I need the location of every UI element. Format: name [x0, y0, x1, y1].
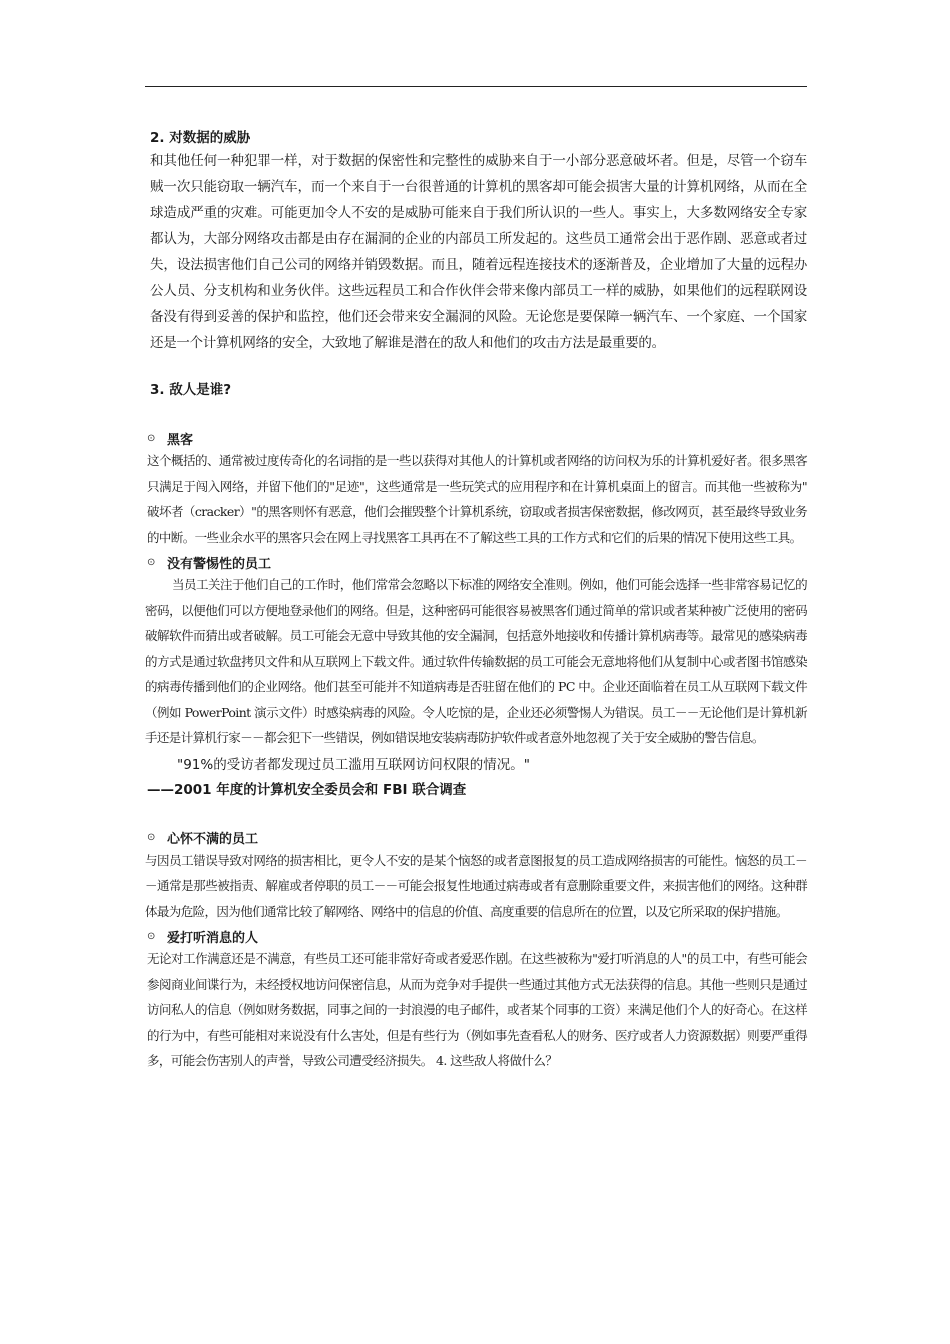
clock-bullet-icon: ⊙ — [147, 556, 156, 568]
paragraph-snoop: 无论对工作满意还是不满意，有些员工还可能非常好奇或者爱恶作剧。在这些被称为"爱打听消息的人"的员工中，有些可能会参阅商业间谍行为，未经授权地访问保密信息，从而为竞争对手提供一些通过其他方式无法获得的信息。其他一些则只是通过访问私人的信息（例如财务数据，同事之间的一封浪漫的电子邮件，或者某个同事的工资）来满足他们个人的好奇心。在这样的行为中，有些可能相对来说没有什么害处，但是有些行为（例如事先查看私人的财务、医疗或者人力资源数据）则要严重得多，可能会伤害别人的声誉，导致公司遭受经济损失。 4. 这些敌人将做什么？ — [147, 951, 807, 1068]
clock-bullet-icon: ⊙ — [147, 930, 156, 942]
bullet-title-careless: 没有警惕性的员工 — [167, 556, 272, 572]
bullet-careless-employees — [145, 552, 807, 572]
header-rule — [145, 86, 807, 87]
section-heading-who-is-enemy: 3. 敌人是谁? — [150, 382, 232, 398]
bullet-disgruntled-employees — [145, 828, 807, 848]
quote-source: ——2001 年度的计算机安全委员会和 FBI 联合调查 — [147, 781, 467, 798]
paragraph-disgruntled: 与因员工错误导致对网络的损害相比，更令人不安的是某个恼怒的或者意图报复的员工造成网络损害的可能性。恼怒的员工－－通常是那些被指责、解雇或者停职的员工－－可能会报复性地通过病毒或者有意删除重要文件，来损害他们的网络。这种群体最为危险，因为他们通常比较了解网络、网络中的信息的价值、高度重要的信息所在的位置，以及它所采取的保护措施。 — [145, 852, 807, 919]
clock-bullet-icon: ⊙ — [147, 432, 156, 444]
bullet-title-hacker: 黑客 — [167, 432, 194, 448]
bullet-hacker — [145, 428, 807, 448]
quote-text: "91%的受访者都发现过员工滥用互联网访问权限的情况。" — [177, 756, 530, 773]
bullet-snoops — [145, 926, 807, 946]
document-body — [145, 126, 807, 1074]
clock-bullet-icon: ⊙ — [147, 832, 156, 843]
section-heading-data-threats: 2. 对数据的威胁 — [150, 130, 251, 146]
bullet-title-snoop: 爱打听消息的人 — [167, 930, 259, 946]
paragraph-careless: 当员工关注于他们自己的工作时，他们常常会忽略以下标准的网络安全准则。例如，他们可能会选择一些非常容易记忆的密码，以便他们可以方便地登录他们的网络。但是，这种密码可能很容易被黑客们通过简单的常识或者某种被广泛使用的密码破解软件而猜出或者破解。员工可能会无意中导致其他的安全漏洞，包括意外地接收和传播计算机病毒等。最常见的感染病毒的方式是通过软盘拷贝文件和从互联网上下载文件。通过软件传输数据的员工可能会无意地将他们从复制中心或者图书馆感染的病毒传播到他们的企业网络。他们甚至可能并不知道病毒是否驻留在他们的 PC 中。企业还面临着在员工从互联网下载文件（例如 PowerPoint 演示文件）时感染病毒的风险。令人吃惊的是，企业还必须警惕人为错误。员工－－无论他们是计算机新手还是计算机行家－－都会犯下一些错误，例如错误地安装病毒防护软件或者意外地忽视了关于安全威胁的警告信息。 — [145, 577, 807, 745]
bullet-title-disgruntled: 心怀不满的员工 — [167, 832, 259, 847]
paragraph-data-threats: 和其他任何一种犯罪一样，对于数据的保密性和完整性的威胁来自于一小部分恶意破坏者。但是，尽管一个窃车贼一次只能窃取一辆汽车，而一个来自于一台很普通的计算机的黑客却可能会损害大量的计算机网络，从而在全球造成严重的灾难。可能更加令人不安的是威胁可能来自于我们所认识的一些人。事实上，大多数网络安全专家都认为，大部分网络攻击都是由存在漏洞的企业的内部员工所发起的。这些员工通常会出于恶作剧、恶意或者过失，设法损害他们自己公司的网络并销毁数据。而且，随着远程连接技术的逐渐普及，企业增加了大量的远程办公人员、分支机构和业务伙伴。这些远程员工和合作伙伴会带来像内部员工一样的威胁，如果他们的远程联网设备没有得到妥善的保护和监控，他们还会带来安全漏洞的风险。无论您是要保障一辆汽车、一个家庭、一个国家还是一个计算机网络的安全，大致地了解谁是潜在的敌人和他们的攻击方法是最重要的。 — [150, 153, 807, 351]
paragraph-hacker: 这个概括的、通常被过度传奇化的名词指的是一些以获得对其他人的计算机或者网络的访问权为乐的计算机爱好者。很多黑客只满足于闯入网络，并留下他们的"足迹"，这些通常是一些玩笑式的应用程序和在计算机桌面上的留言。而其他一些被称为" 破坏者（cracker）"的黑客则怀有恶意，他们会摧毁整个计算机系统，窃取或者损害保密数据，修改网页，甚至最终导致业务的中断。一些业余水平的黑客只会在网上寻找黑客工具再在不了解这些工具的工作方式和它们的后果的情况下使用这些工具。 — [147, 453, 807, 545]
